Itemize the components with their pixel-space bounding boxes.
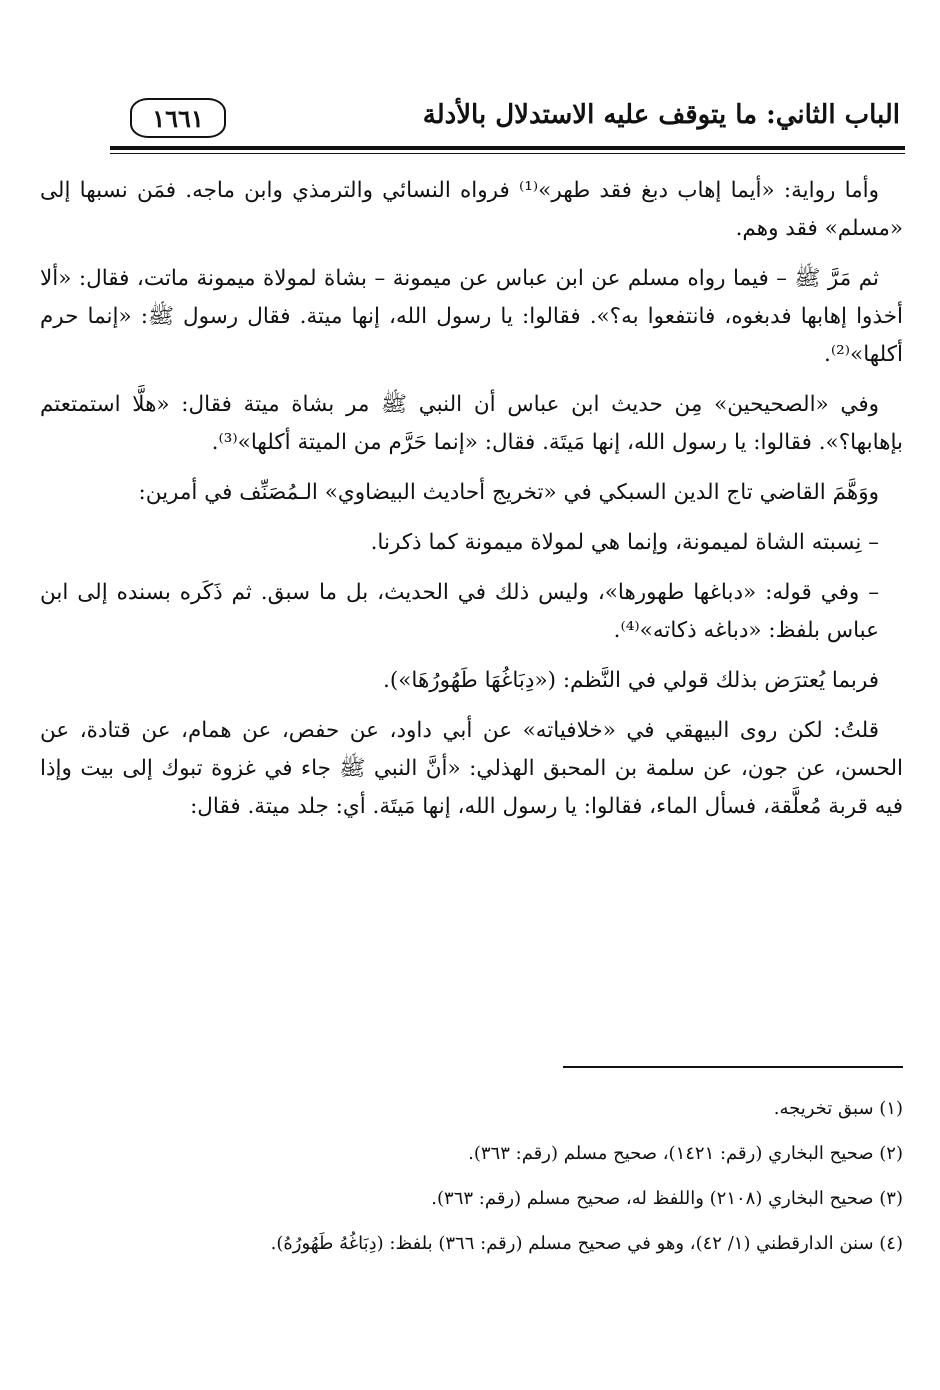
footnotes [40, 1096, 903, 1276]
paragraph: ثم مَرَّ ﷺ – فيما رواه مسلم عن ابن عباس عن ميمونة – بشاة لمولاة ميمونة ماتت، فقال: «ألا أخذوا إهابها فدبغوه، فانتفعوا به؟». فقالوا: يا رسول الله، إنها ميتة. فقال رسول ﷺ: «إنما حرم أكلها»⁽²⁾. [40, 266, 903, 367]
footnote-separator [563, 1066, 903, 1068]
footnote: (٤) سنن الدارقطني (١/ ٤٢)، وهو في صحيح مسلم (رقم: ٣٦٦) بلفظ: (دِبَاغُهُ طَهُورُهُ). [270, 1233, 903, 1254]
footnote: (١) سبق تخريجه. [773, 1098, 903, 1119]
footnote: (٢) صحيح البخاري (رقم: ١٤٢١)، صحيح مسلم (رقم: ٣٦٣). [468, 1143, 903, 1164]
running-title: الباب الثاني: ما يتوقف عليه الاستدلال بالأدلة [422, 100, 900, 130]
paragraph: وأما رواية: «أيما إهاب دبغ فقد طهر»⁽¹⁾ فرواه النسائي والترمذي وابن ماجه. فمَن نسبها إلى «مسلم» فقد وهم. [40, 178, 903, 241]
footnote: (٣) صحيح البخاري (٢١٠٨) واللفظ له، صحيح مسلم (رقم: ٣٦٣). [431, 1188, 903, 1209]
header-rule-thick [110, 146, 905, 150]
dash-item: – نِسبته الشاة لميمونة، وإنما هي لمولاة ميمونة كما ذكرنا. [370, 530, 879, 555]
paragraph: وفي «الصحيحين» مِن حديث ابن عباس أن النبي ﷺ مر بشاة ميتة فقال: «هلَّا استمتعتم بإهابها؟». فقالوا: يا رسول الله، إنها مَيتَة. فقال: «إنما حَرَّم من الميتة أكلها»⁽³⁾. [40, 392, 903, 455]
dash-item: – وفي قوله: «دباغها طهورها»، وليس ذلك في الحديث، بل ما سبق. ثم ذَكَره بسنده إلى ابن عباس بلفظ: «دباغه ذكاته»⁽⁴⁾. [40, 580, 879, 643]
header-rule-thin [110, 153, 905, 154]
main-text [40, 172, 903, 826]
paragraph: فربما يُعترَض بذلك قولي في النَّظم: («دِبَاغُهَا طَهُورُهَا»). [383, 668, 879, 693]
paragraph: قلتُ: لكن روى البيهقي في «خلافياته» عن أبي داود، عن حفص، عن همام، عن قتادة، عن الحسن، عن جون، عن سلمة بن المحبق الهذلي: «أنَّ النبي ﷺ جاء في غزوة تبوك إلى بيت وإذا فيه قربة مُعلَّقة، فسأل الماء، فقالوا: يا رسول الله، إنها مَيتَة. أي: جلد ميتة. فقال: [40, 718, 903, 819]
paragraph: ووَهَّمَ القاضي تاج الدين السبكي في «تخريج أحاديث البيضاوي» الـمُصَنِّف في أمرين: [138, 480, 879, 505]
page-number: ١٦٦١ [130, 98, 226, 138]
